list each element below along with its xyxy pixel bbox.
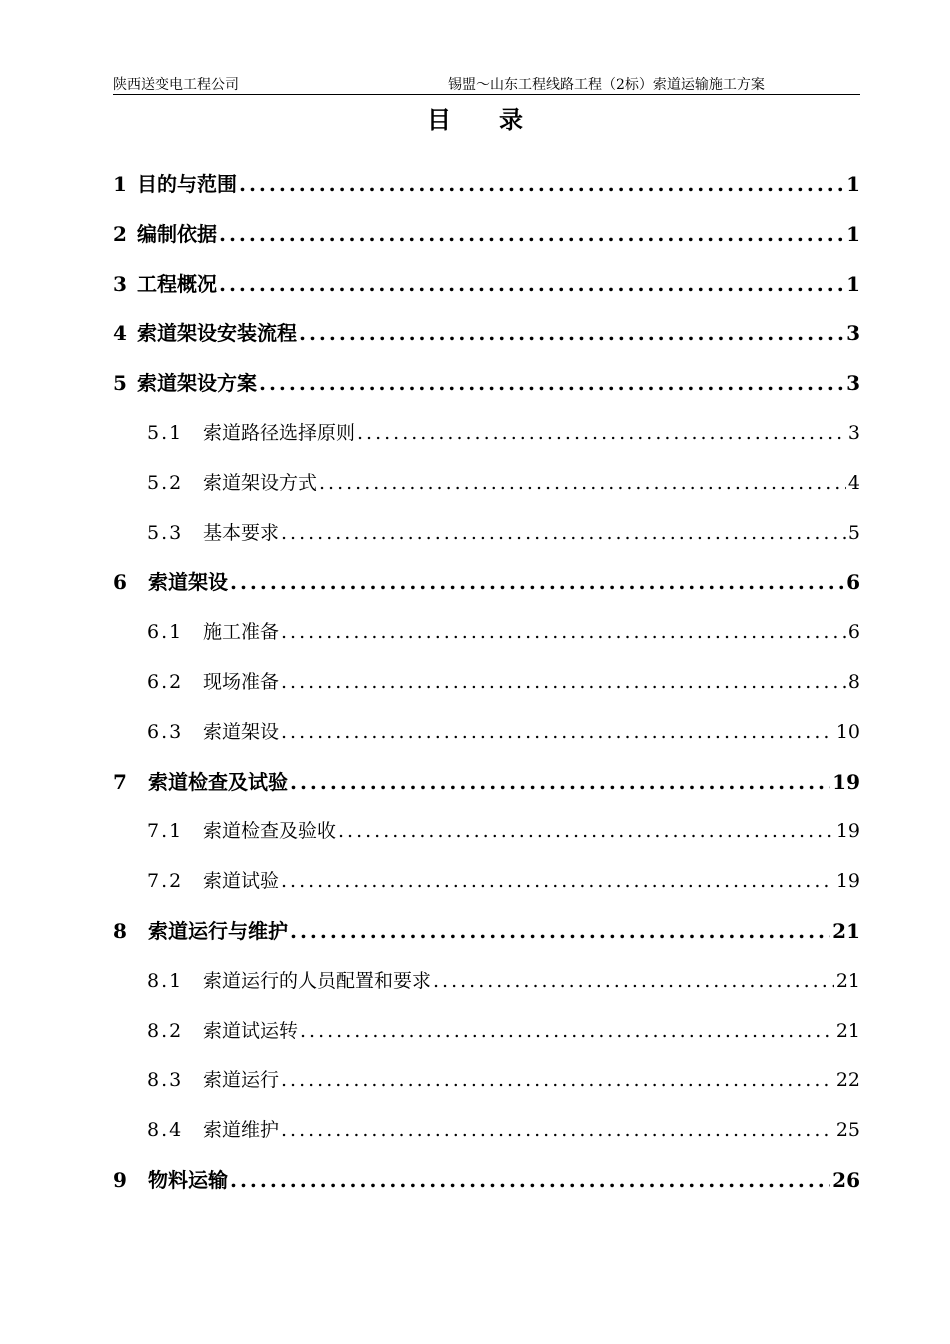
toc-entry-page-number: 21 — [832, 918, 860, 943]
toc-entry-number: 6.3 — [147, 720, 184, 743]
toc-entry-title: 施工准备 — [203, 621, 280, 644]
toc-entry-number: 5 — [113, 371, 127, 396]
toc-entry-number: 7.2 — [147, 870, 184, 893]
dot-leader — [319, 468, 846, 498]
toc-entry-title: 索道维护 — [203, 1119, 280, 1142]
toc-entry-title: 索道架设安装流程 — [137, 321, 297, 346]
toc-entry-title: 基本要求 — [203, 521, 280, 544]
toc-entry[interactable] — [113, 717, 860, 767]
dot-leader — [239, 169, 844, 199]
dot-leader — [338, 816, 834, 846]
toc-entry[interactable] — [113, 966, 860, 1016]
dot-leader — [230, 567, 844, 597]
dot-leader — [259, 368, 844, 398]
dot-leader — [281, 1115, 834, 1145]
dot-leader — [290, 916, 830, 946]
toc-entry-title: 索道路径选择原则 — [203, 421, 356, 444]
dot-leader — [357, 418, 846, 448]
toc-entry-page-number: 5 — [847, 521, 860, 544]
toc-entry-title: 索道试验 — [203, 870, 280, 893]
toc-entry[interactable] — [113, 617, 860, 667]
toc-entry-number: 6.2 — [147, 670, 184, 693]
toc-entry-number: 7.1 — [147, 820, 184, 843]
toc-entry-title: 索道运行的人员配置和要求 — [203, 969, 432, 992]
page-title: 目录 — [427, 105, 571, 134]
toc-entry[interactable] — [113, 767, 860, 817]
dot-leader — [281, 717, 834, 747]
toc-entry[interactable] — [113, 1115, 860, 1165]
toc-entry-number: 8.2 — [147, 1019, 184, 1042]
toc-entry-page-number: 1 — [846, 271, 860, 296]
toc-entry-title: 索道架设 — [148, 570, 228, 595]
toc-entry-number: 5.1 — [147, 421, 184, 444]
toc-entry-page-number: 19 — [832, 769, 860, 794]
toc-entry-title: 索道运行与维护 — [148, 918, 288, 943]
toc-entry[interactable] — [113, 816, 860, 866]
toc-entry-title: 索道运行 — [203, 1069, 280, 1092]
toc-entry-page-number: 3 — [846, 371, 860, 396]
toc-entry[interactable] — [113, 418, 860, 468]
toc-entry-title: 索道检查及验收 — [203, 820, 337, 843]
toc-entry[interactable] — [113, 269, 860, 319]
toc-entry[interactable] — [113, 1016, 860, 1066]
dot-leader — [219, 219, 844, 249]
toc-entry[interactable] — [113, 219, 860, 269]
toc-entry[interactable] — [113, 468, 860, 518]
toc-entry-number: 7 — [113, 769, 127, 794]
dot-leader — [281, 617, 846, 647]
table-of-contents — [113, 169, 860, 1215]
company-name: 陕西送变电工程公司 — [113, 77, 239, 93]
dot-leader — [219, 269, 844, 299]
toc-entry-page-number: 1 — [846, 172, 860, 196]
toc-entry-number: 5.3 — [147, 521, 184, 544]
toc-entry-number: 8.3 — [147, 1069, 184, 1092]
toc-entry-page-number: 8 — [847, 670, 860, 693]
toc-entry-page-number: 26 — [832, 1167, 860, 1192]
toc-entry-number: 6.1 — [147, 621, 184, 644]
toc-entry-number: 8 — [113, 918, 127, 943]
dot-leader — [281, 667, 846, 697]
toc-entry-page-number: 21 — [835, 969, 860, 992]
toc-entry-title: 现场准备 — [203, 670, 280, 693]
toc-entry-number: 8.4 — [147, 1119, 184, 1142]
toc-entry-page-number: 3 — [847, 421, 860, 444]
toc-entry-title: 编制依据 — [137, 221, 217, 246]
toc-entry-page-number: 19 — [835, 870, 860, 893]
dot-leader — [299, 318, 844, 348]
toc-entry-title: 索道试运转 — [203, 1019, 299, 1042]
toc-entry-page-number: 4 — [847, 471, 860, 494]
toc-entry-number: 9 — [113, 1167, 127, 1192]
toc-entry-title: 索道架设 — [203, 720, 280, 743]
toc-entry-page-number: 21 — [835, 1019, 860, 1042]
toc-entry-page-number: 1 — [846, 221, 860, 246]
toc-entry-page-number: 22 — [835, 1069, 860, 1092]
toc-entry-page-number: 6 — [847, 621, 860, 644]
toc-entry[interactable] — [113, 518, 860, 568]
page-header — [113, 76, 860, 95]
toc-entry-number: 6 — [113, 570, 127, 595]
toc-entry-number: 2 — [113, 221, 127, 246]
dot-leader — [281, 1065, 834, 1095]
toc-entry-page-number: 25 — [835, 1119, 860, 1142]
toc-entry[interactable] — [113, 567, 860, 617]
toc-entry-number: 8.1 — [147, 969, 184, 992]
toc-entry[interactable] — [113, 1165, 860, 1215]
toc-entry-title: 物料运输 — [148, 1167, 228, 1192]
toc-entry-number: 4 — [113, 321, 127, 346]
toc-entry[interactable] — [113, 318, 860, 368]
toc-entry-number: 1 — [113, 172, 127, 196]
dot-leader — [300, 1016, 834, 1046]
toc-entry-title: 工程概况 — [137, 271, 217, 296]
toc-entry-number: 3 — [113, 271, 127, 296]
toc-entry[interactable] — [113, 1065, 860, 1115]
toc-entry-title: 索道架设方案 — [137, 371, 257, 396]
dot-leader — [290, 767, 830, 797]
toc-entry-number: 5.2 — [147, 471, 184, 494]
toc-entry[interactable] — [113, 866, 860, 916]
toc-entry[interactable] — [113, 667, 860, 717]
toc-entry[interactable] — [113, 916, 860, 966]
dot-leader — [433, 966, 834, 996]
toc-entry[interactable] — [113, 169, 860, 219]
toc-entry-page-number: 6 — [846, 570, 860, 595]
project-name: 锡盟～山东工程线路工程（2标）索道运输施工方案 — [448, 77, 765, 93]
toc-entry-title: 索道架设方式 — [203, 471, 318, 494]
toc-entry-title: 索道检查及试验 — [148, 769, 288, 794]
toc-entry-page-number: 19 — [835, 820, 860, 843]
dot-leader — [281, 866, 834, 896]
dot-leader — [230, 1165, 830, 1195]
toc-entry[interactable] — [113, 368, 860, 418]
toc-entry-page-number: 10 — [835, 720, 860, 743]
toc-entry-title: 目的与范围 — [137, 172, 237, 196]
toc-entry-page-number: 3 — [846, 321, 860, 346]
dot-leader — [281, 518, 846, 548]
